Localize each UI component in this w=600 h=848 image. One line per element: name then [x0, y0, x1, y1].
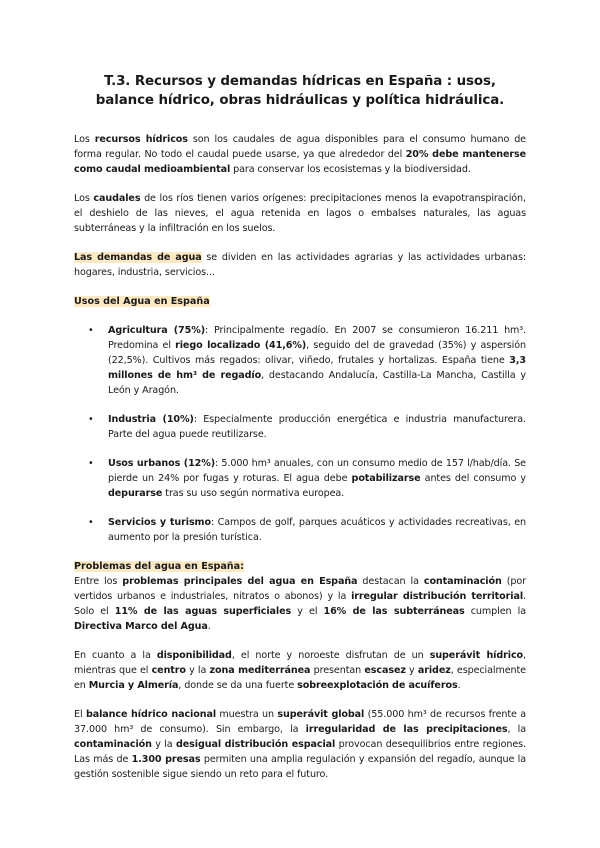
section-heading-text: Problemas del agua en España: [74, 561, 244, 572]
bold-term: Directiva Marco del Agua [74, 621, 208, 632]
text: Los [74, 134, 95, 145]
text: antes del consumo y [420, 473, 526, 484]
text: permiten una amplia regulación y expansión del regadío, aunque la gestión sostenible sigue siendo un reto para el futuro. [74, 754, 526, 780]
text: y la [185, 665, 210, 676]
text: : Especialmente producción energética e industria manufacturera. Parte del agua puede reutilizarse. [108, 414, 526, 440]
bold-term: aridez [417, 665, 451, 676]
text: muestra un [216, 709, 278, 720]
bold-term: caudales [93, 193, 141, 204]
bold-term: 3,3 millones de hm³ de regadío [108, 355, 526, 381]
text: : Campos de golf, parques acuáticos y actividades recreativas, en aumento por la presión turística. [108, 517, 527, 543]
paragraph-disponibilidad [74, 648, 526, 693]
section-heading-usos [74, 294, 526, 309]
list-item-agricultura [88, 323, 526, 398]
bold-term: irregular distribución territorial [351, 591, 524, 602]
bold-term: recursos hídricos [94, 134, 188, 145]
text: , especialmente en [74, 665, 526, 691]
paragraph-caudales [74, 191, 526, 236]
text: , la [507, 724, 526, 735]
text: destacan la [357, 576, 424, 587]
bold-term: sobreexplotación de acuíferos [297, 680, 458, 691]
text: y el [291, 606, 324, 617]
bold-term: balance hídrico nacional [85, 709, 217, 720]
text: presentan [310, 665, 365, 676]
list-item-urbanos [88, 456, 526, 501]
page-title: T.3. Recursos y demandas hídricas en España : usos, balance hídrico, obras hidráulicas y política hidráulica. [95, 74, 505, 108]
text: y la [151, 739, 176, 750]
paragraph-demandas [74, 250, 526, 280]
bold-term: 1.300 presas [131, 754, 201, 765]
text: cumplen la [464, 606, 526, 617]
bold-term: contaminación [423, 576, 502, 587]
section-heading-text: Usos del Agua en España [74, 296, 210, 307]
bold-term: irregularidad de las precipitaciones [305, 724, 508, 735]
bold-term: problemas principales del agua en España [122, 576, 358, 587]
text: , donde se da una fuerte [178, 680, 298, 691]
section-heading-problemas [74, 559, 526, 574]
bullet-icon: • [88, 325, 94, 336]
text: , seguido del de gravedad (35%) y aspersión (22,5%). Cultivos más regados: olivar, viñedo, frutales y hortalizas. España tiene [108, 340, 526, 366]
bullet-icon: • [88, 517, 94, 528]
bold-term: Murcia y Almería [88, 680, 179, 691]
bold-term: disponibilidad [156, 650, 232, 661]
text: de los ríos tienen varios orígenes: precipitaciones menos la evapotranspiración, el deshielo de las nieves, el agua retenida en lagos o embalses naturales, las aguas subterráneas y la infiltración en los suelos. [74, 193, 526, 234]
text: . Solo el [74, 591, 526, 617]
text: . [457, 680, 461, 691]
paragraph-recursos [74, 132, 526, 177]
bold-term: centro [151, 665, 186, 676]
paragraph-problemas [74, 574, 526, 634]
bullet-icon: • [88, 458, 94, 469]
bold-term: superávit hídrico [429, 650, 524, 661]
highlighted-term: Las demandas de agua [74, 252, 202, 263]
bold-term: superávit global [277, 709, 365, 720]
text: (por vertidos urbanos e industriales, nitratos o abonos) y la [74, 576, 526, 602]
bold-term: contaminación [74, 739, 152, 750]
bold-term: zona mediterránea [209, 665, 311, 676]
bold-term: potabilizarse [351, 473, 421, 484]
text: se dividen en las actividades agrarias y las actividades urbanas: hogares, industria, servicios... [74, 252, 526, 278]
text: (55.000 hm³ de recursos frente a 37.000 hm³ de consumo). Sin embargo, la [74, 709, 527, 735]
text: , destacando Andalucía, Castilla-La Mancha, Castilla y León y Aragón. [108, 370, 526, 396]
paragraph-balance [74, 707, 526, 782]
text: : 5.000 hm³ anuales, con un consumo medio de 157 l/hab/día. Se pierde un 24% por fugas y roturas. El agua debe [108, 458, 526, 484]
bold-term: Usos urbanos (12%) [108, 458, 216, 469]
text: Entre los [74, 576, 123, 587]
bold-term: 16% de las subterráneas [323, 606, 465, 617]
uses-list [74, 323, 526, 545]
bold-term: desigual distribución espacial [175, 739, 336, 750]
text: : Principalmente regadío. En 2007 se consumieron 16.211 hm³. Predomina el [108, 325, 526, 351]
bold-term: depurarse [108, 488, 163, 499]
text: En cuanto a la [74, 650, 157, 661]
bullet-icon: • [88, 414, 94, 425]
bold-term: Industria (10%) [108, 414, 194, 425]
text: provocan desequilibrios entre regiones. Las más de [74, 739, 526, 765]
bold-term: 20% debe mantenerse como caudal medioambiental [74, 149, 527, 175]
text: El [74, 709, 86, 720]
text: , mientras que el [74, 650, 526, 676]
bold-term: 11% de las aguas superficiales [114, 606, 292, 617]
bold-term: riego localizado (41,6%) [175, 340, 307, 351]
text: tras su uso según normativa europea. [162, 488, 345, 499]
list-item-servicios [88, 515, 527, 545]
text: , el norte y noroeste disfrutan de un [231, 650, 430, 661]
list-item-industria [88, 412, 526, 442]
text: . [207, 621, 211, 632]
text: y [405, 665, 418, 676]
text: para conservar los ecosistemas y la biodiversidad. [230, 164, 471, 175]
text: Los [74, 193, 94, 204]
text: son los caudales de agua disponibles para el consumo humano de forma regular. No todo el caudal puede usarse, ya que alrededor del [74, 134, 526, 160]
bold-term: Agricultura (75%) [108, 325, 206, 336]
bold-term: Servicios y turismo [108, 517, 211, 528]
bold-term: escasez [364, 665, 406, 676]
